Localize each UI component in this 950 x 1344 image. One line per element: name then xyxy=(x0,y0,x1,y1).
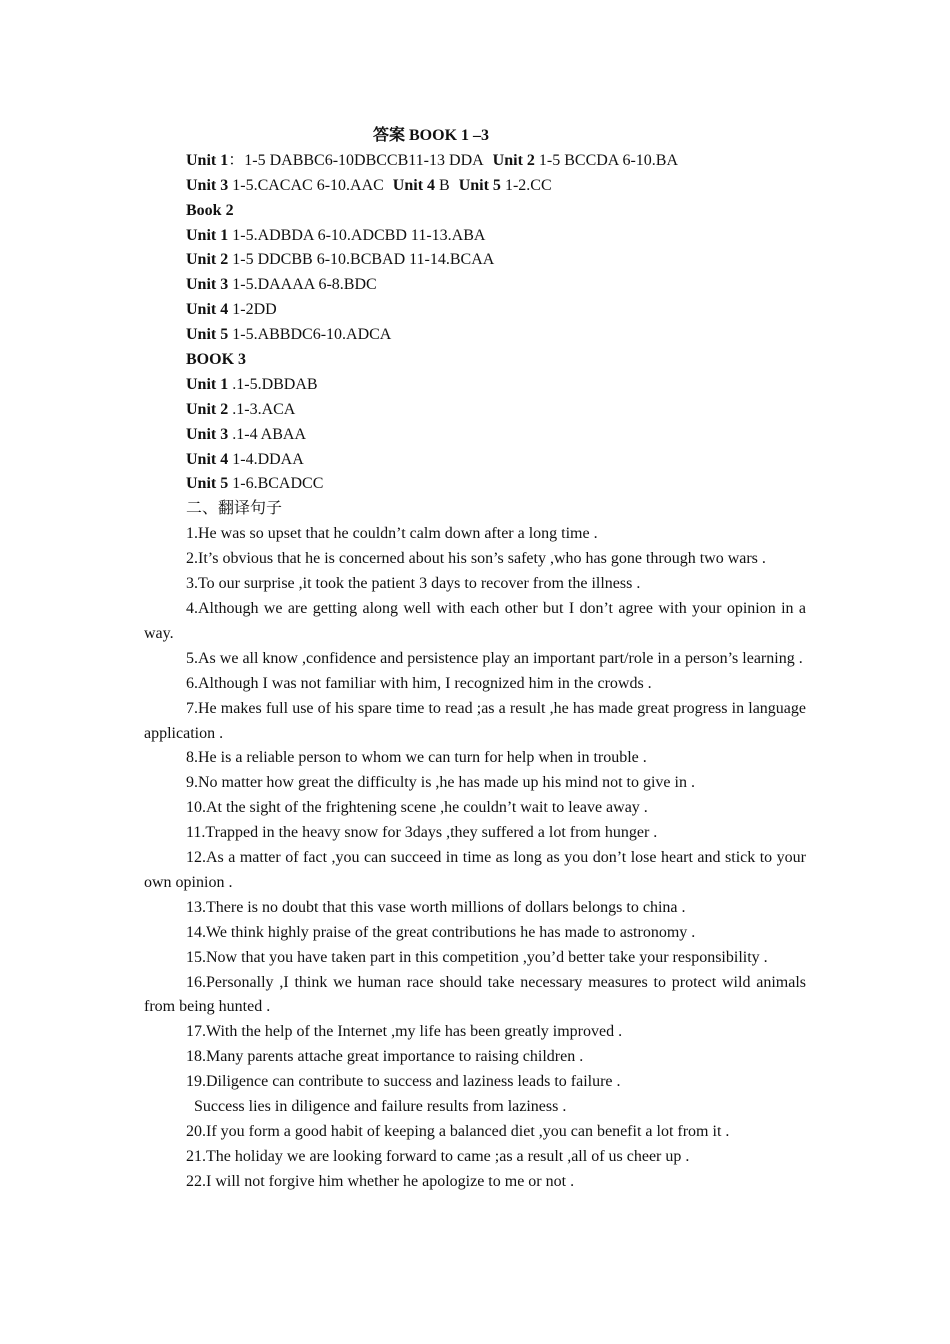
sentence: 20.If you form a good habit of keeping a balanced diet ,you can benefit a lot from it . xyxy=(186,1122,730,1140)
sentence: 4.Although we are getting along well with each other but I don’t agree with your opinion in a way. xyxy=(144,599,806,642)
book1-row-1: Unit 1：1-5 DABBC6-10DBCCB11-13 DDA Unit 2 1-5 BCCDA 6-10.BA xyxy=(186,151,679,169)
sentence: 19.Diligence can contribute to success and laziness leads to failure . xyxy=(186,1073,621,1091)
book2-unit-row: Unit 3 1-5.DAAAA 6-8.BDC xyxy=(186,276,377,294)
unit-label: Unit 4 xyxy=(392,176,436,194)
book2-unit-row: Unit 5 1-5.ABBDC6-10.ADCA xyxy=(186,326,392,344)
sentence-alternative: Success lies in diligence and failure results from laziness . xyxy=(194,1098,567,1116)
page-title: 答案 BOOK 1 –3 xyxy=(373,127,490,144)
book3-unit-row: Unit 3 .1-4 ABAA xyxy=(186,425,307,443)
section-heading: 二、翻译句子 xyxy=(186,500,283,518)
sentence: 11.Trapped in the heavy snow for 3days ,they suffered a lot from hunger . xyxy=(186,824,658,842)
document-content xyxy=(144,124,806,1195)
sentence: 3.To our surprise ,it took the patient 3 days to recover from the illness . xyxy=(186,575,641,593)
book2-unit-row: Unit 2 1-5 DDCBB 6-10.BCBAD 11-14.BCAA xyxy=(186,251,495,269)
sentence: 9.No matter how great the difficulty is ,he has made up his mind not to give in . xyxy=(186,774,695,792)
sentence: 22.I will not forgive him whether he apologize to me or not . xyxy=(186,1172,575,1190)
book3-unit-row: Unit 4 1-4.DDAA xyxy=(186,450,304,468)
book3-unit-row: Unit 2 .1-3.ACA xyxy=(186,400,296,418)
book3-unit-row: Unit 5 1-6.BCADCC xyxy=(186,475,324,493)
sentence: 17.With the help of the Internet ,my life has been greatly improved . xyxy=(186,1023,623,1041)
unit-label: Unit 5 xyxy=(458,176,501,194)
unit-answer: B xyxy=(439,176,450,194)
unit-label: Unit 1 xyxy=(186,151,229,169)
book3-unit-row: Unit 1 .1-5.DBDAB xyxy=(186,375,318,393)
sentence: 7.He makes full use of his spare time to read ;as a result ,he has made great progress in language application . xyxy=(144,699,806,742)
sentence: 15.Now that you have taken part in this competition ,you’d better take your responsibility . xyxy=(186,948,768,966)
book2-unit-row: Unit 4 1-2DD xyxy=(186,301,277,319)
sentence: 12.As a matter of fact ,you can succeed in time as long as you don’t lose heart and stick to your own opinion . xyxy=(144,849,806,891)
book1-row-2 xyxy=(144,174,806,199)
book2-unit-row: Unit 1 1-5.ADBDA 6-10.ADCBD 11-13.ABA xyxy=(186,226,486,244)
sentence: 2.It’s obvious that he is concerned about his son’s safety ,who has gone through two wars . xyxy=(186,550,766,568)
sentence: 8.He is a reliable person to whom we can turn for help when in trouble . xyxy=(186,749,647,767)
unit-answer: 1-5 BCCDA 6-10.BA xyxy=(538,151,679,169)
unit-label: Unit 2 xyxy=(492,151,535,169)
unit-answer: 1-2.CC xyxy=(504,176,552,194)
sentence: 21.The holiday we are looking forward to came ;as a result ,all of us cheer up . xyxy=(186,1147,690,1165)
sentence: 5.As we all know ,confidence and persistence play an important part/role in a person’s learning . xyxy=(186,649,803,667)
sentence: 10.At the sight of the frightening scene ,he couldn’t wait to leave away . xyxy=(186,799,648,817)
sentence: 6.Although I was not familiar with him, I recognized him in the crowds . xyxy=(186,674,652,692)
book2-heading: Book 2 xyxy=(186,201,234,219)
sentence: 13.There is no doubt that this vase worth millions of dollars belongs to china . xyxy=(186,898,686,916)
book3-heading: BOOK 3 xyxy=(186,351,247,369)
sentence: 14.We think highly praise of the great contributions he has made to astronomy . xyxy=(186,923,696,941)
sentence: 18.Many parents attache great importance to raising children . xyxy=(186,1048,584,1066)
unit-answer: 1-5 DABBC6-10DBCCB11-13 DDA xyxy=(244,151,484,169)
sentence: 1.He was so upset that he couldn’t calm down after a long time . xyxy=(186,525,598,543)
unit-label: Unit 3 xyxy=(186,176,229,194)
unit-answer: 1-5.CACAC 6-10.AAC xyxy=(232,176,384,194)
sentence: 16.Personally ,I think we human race should take necessary measures to protect wild animals from being hunted . xyxy=(144,973,806,1016)
